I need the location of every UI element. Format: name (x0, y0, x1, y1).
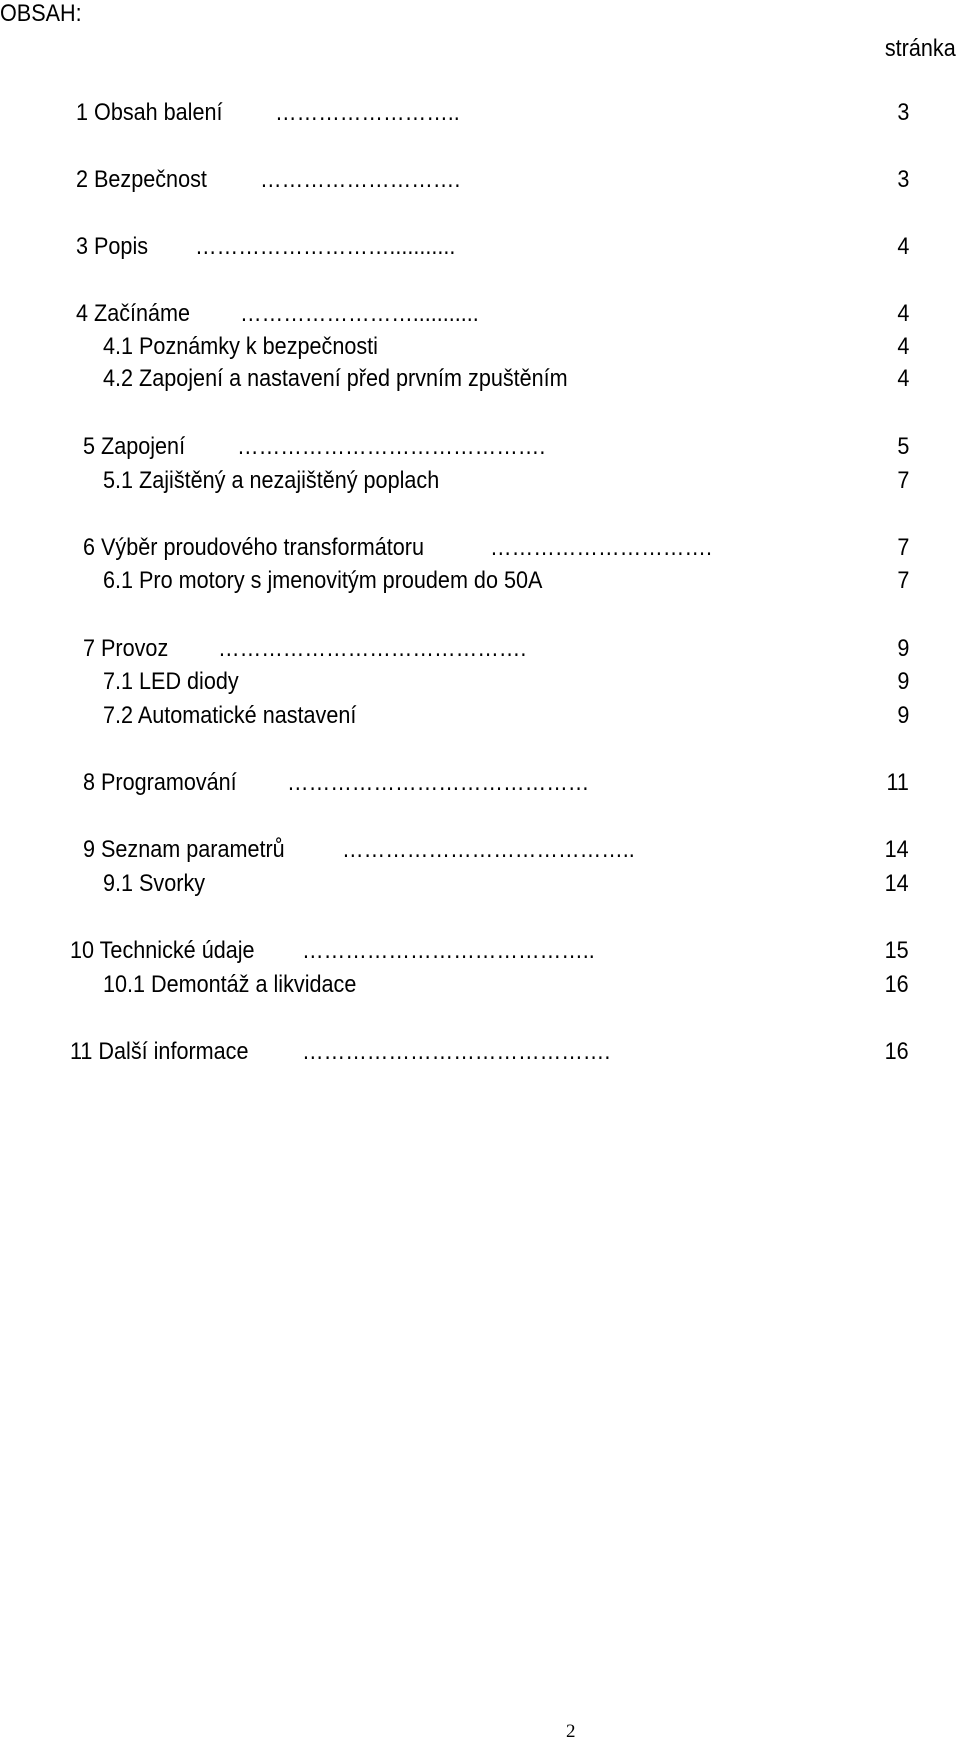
toc-entry-title: 9 Seznam parametrů (83, 836, 285, 863)
toc-entry-leader: ……………………........... (240, 300, 479, 327)
toc-entry-leader: ………………………………….. (302, 937, 595, 964)
toc-entry-leader: …………………….. (275, 99, 460, 126)
toc-entry-page: 7 (896, 567, 909, 594)
toc-entry-leader: ………………………. (260, 166, 461, 193)
toc-entry-title: 6.1 Pro motory s jmenovitým proudem do 50A (103, 567, 543, 594)
page-number: 2 (566, 1721, 576, 1742)
toc-entry-page: 3 (896, 99, 909, 126)
toc-entry-page: 9 (896, 668, 909, 695)
toc-entry-title: 5 Zapojení (83, 433, 186, 460)
toc-entry-page: 7 (896, 534, 909, 561)
toc-entry-leader: ……………………………………. (237, 433, 546, 460)
toc-entry-title: 8 Programování (83, 769, 237, 796)
toc-entry-title: 11 Další informace (70, 1038, 249, 1065)
toc-entry-leader: ………………………………….. (342, 836, 635, 863)
toc-entry-page: 3 (896, 166, 909, 193)
toc-entry-title: 10.1 Demontáž a likvidace (103, 971, 357, 998)
toc-entry-title: 10 Technické údaje (70, 937, 255, 964)
toc-entry-page: 16 (884, 1038, 909, 1065)
toc-entry-page: 4 (896, 365, 909, 392)
toc-entry-leader: …………………………. (490, 534, 713, 561)
toc-entry-leader: …………………………………… (287, 769, 590, 796)
toc-entry-title: 1 Obsah balení (76, 99, 223, 126)
toc-entry-title: 7.1 LED diody (103, 668, 239, 695)
toc-entry-leader: ………………………........... (195, 233, 456, 260)
toc-entry-title: 2 Bezpečnost (76, 166, 207, 193)
toc-entry-page: 14 (884, 836, 909, 863)
page-column-label: stránka (885, 35, 956, 62)
toc-entry-leader: ……………………………………. (302, 1038, 611, 1065)
toc-entry-title: 7 Provoz (83, 635, 169, 662)
toc-heading: OBSAH: (0, 0, 82, 27)
toc-entry-title: 7.2 Automatické nastavení (103, 702, 357, 729)
toc-entry-page: 9 (896, 635, 909, 662)
toc-entry-page: 5 (896, 433, 909, 460)
toc-entry-page: 4 (896, 333, 909, 360)
toc-entry-page: 4 (896, 233, 909, 260)
toc-entry-page: 7 (896, 467, 909, 494)
toc-entry-page: 14 (884, 870, 909, 897)
toc-entry-page: 16 (884, 971, 909, 998)
toc-entry-page: 4 (896, 300, 909, 327)
toc-entry-page: 9 (896, 702, 909, 729)
toc-entry-page: 11 (886, 769, 909, 796)
toc-entry-title: 3 Popis (76, 233, 149, 260)
toc-entry-title: 4.2 Zapojení a nastavení před prvním zpuštěním (103, 365, 568, 392)
toc-entry-title: 5.1 Zajištěný a nezajištěný poplach (103, 467, 440, 494)
toc-entry-title: 4.1 Poznámky k bezpečnosti (103, 333, 378, 360)
toc-entry-title: 4 Začínáme (76, 300, 191, 327)
toc-entry-leader: ……………………………………. (218, 635, 527, 662)
toc-entry-title: 6 Výběr proudového transformátoru (83, 534, 425, 561)
toc-entry-page: 15 (884, 937, 909, 964)
toc-entry-title: 9.1 Svorky (103, 870, 206, 897)
